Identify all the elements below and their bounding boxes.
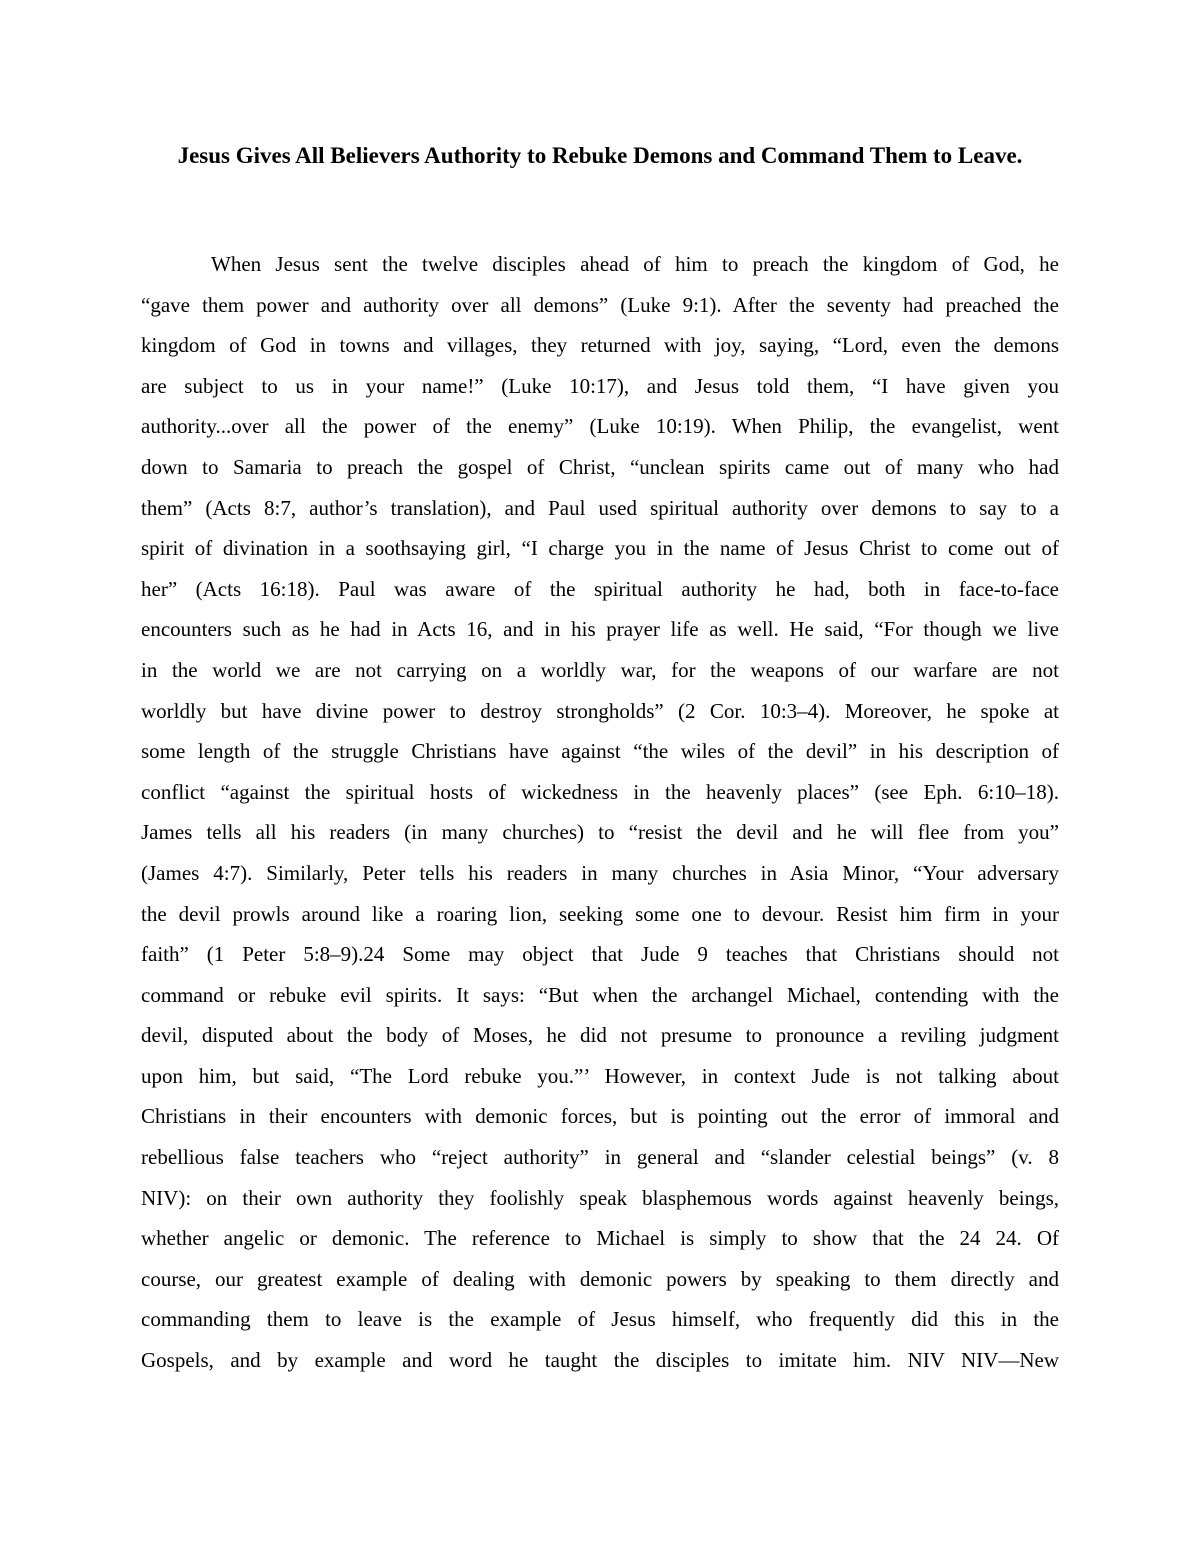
body-line: spirit of divination in a soothsaying girl, “I charge you in the name of Jesus Christ to come out of [141, 536, 1059, 561]
body-line: are subject to us in your name!” (Luke 10:17), and Jesus told them, “I have given you [141, 373, 1059, 398]
body-line: worldly but have divine power to destroy strongholds” (2 Cor. 10:3–4). Moreover, he spoke at [141, 698, 1059, 723]
body-line: in the world we are not carrying on a worldly war, for the weapons of our warfare are not [141, 657, 1059, 682]
body-line: encounters such as he had in Acts 16, and in his prayer life as well. He said, “For though we live [141, 617, 1059, 642]
body-line: some length of the struggle Christians have against “the wiles of the devil” in his description of [141, 739, 1059, 764]
body-line: “gave them power and authority over all demons” (Luke 9:1). After the seventy had preached the [141, 292, 1059, 317]
document-title: Jesus Gives All Believers Authority to Rebuke Demons and Command Them to Leave. [177, 143, 1023, 168]
body-line: course, our greatest example of dealing with demonic powers by speaking to them directly and [141, 1266, 1059, 1291]
body-line: authority...over all the power of the enemy” (Luke 10:19). When Philip, the evangelist, went [141, 414, 1059, 439]
body-line: upon him, but said, “The Lord rebuke you.”’ However, in context Jude is not talking about [141, 1063, 1059, 1088]
body-line: (James 4:7). Similarly, Peter tells his readers in many churches in Asia Minor, “Your adversary [141, 860, 1059, 885]
body-line: Christians in their encounters with demonic forces, but is pointing out the error of immoral and [141, 1104, 1059, 1129]
body-line: When Jesus sent the twelve disciples ahead of him to preach the kingdom of God, he [211, 252, 1059, 276]
body-line: whether angelic or demonic. The reference to Michael is simply to show that the 24 24. Of [141, 1226, 1059, 1251]
body-line: down to Samaria to preach the gospel of Christ, “unclean spirits came out of many who had [141, 454, 1059, 479]
body-line: Gospels, and by example and word he taught the disciples to imitate him. NIV NIV—New [141, 1348, 1059, 1373]
body-line: kingdom of God in towns and villages, they returned with joy, saying, “Lord, even the demons [141, 333, 1059, 358]
body-line: command or rebuke evil spirits. It says: “But when the archangel Michael, contending with the [141, 982, 1059, 1007]
body-line: her” (Acts 16:18). Paul was aware of the spiritual authority he had, both in face-to-face [141, 576, 1059, 601]
body-line: them” (Acts 8:7, author’s translation), and Paul used spiritual authority over demons to say to a [141, 495, 1059, 520]
body-line: faith” (1 Peter 5:8–9).24 Some may object that Jude 9 teaches that Christians should not [141, 942, 1059, 967]
body-line: James tells all his readers (in many churches) to “resist the devil and he will flee from you” [141, 820, 1059, 845]
body-line: rebellious false teachers who “reject authority” in general and “slander celestial beings” (v. 8 [141, 1145, 1059, 1170]
body-line: conflict “against the spiritual hosts of wickedness in the heavenly places” (see Eph. 6:10–18). [141, 779, 1059, 804]
body-line: the devil prowls around like a roaring lion, seeking some one to devour. Resist him firm in your [141, 901, 1059, 926]
body-line: devil, disputed about the body of Moses, he did not presume to pronounce a reviling judgment [141, 1023, 1059, 1048]
body-line: NIV): on their own authority they foolishly speak blasphemous words against heavenly beings, [141, 1185, 1059, 1210]
document-body [141, 244, 1059, 1381]
body-line: commanding them to leave is the example of Jesus himself, who frequently did this in the [141, 1307, 1059, 1332]
